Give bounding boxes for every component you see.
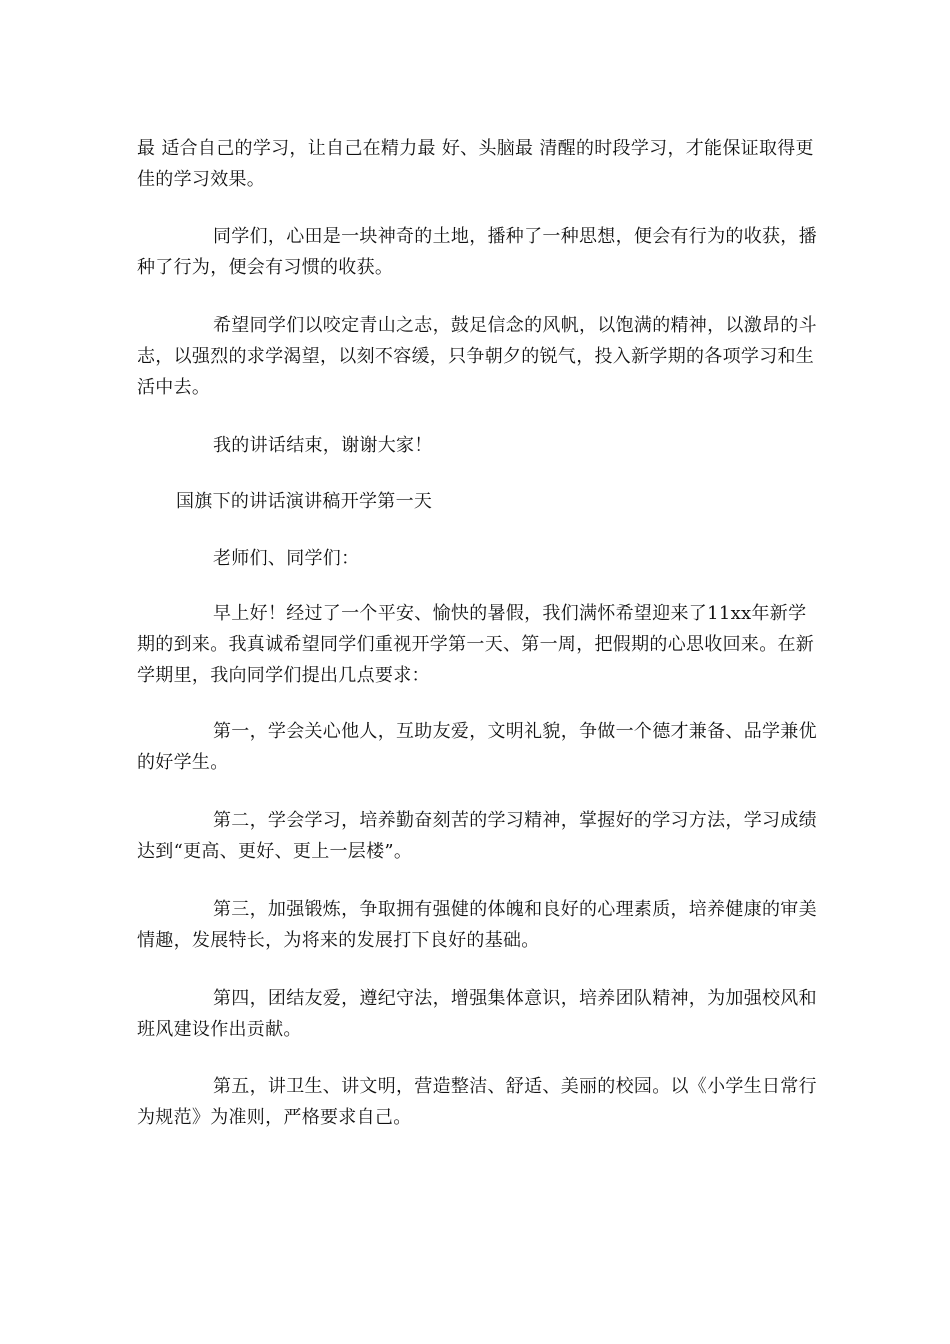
paragraph-fifth-requirement: 第五，讲卫生、讲文明，营造整洁、舒适、美丽的校园。以《小学生日常行为规范》为准则，严格要求自己。 — [137, 1076, 817, 1128]
paragraph-fourth-requirement: 第四，团结友爱，遵纪守法，增强集体意识，培养团队精神，为加强校风和班风建设作出贡献。 — [137, 988, 817, 1040]
paragraph-study-time: 最 适合自己的学习，让自己在精力最 好、头脑最 清醒的时段学习，才能保证取得更佳的学习效果。 — [137, 138, 814, 190]
paragraph-third-requirement: 第三，加强锻炼，争取拥有强健的体魄和良好的心理素质，培养健康的审美情趣，发展特长，为将来的发展打下良好的基础。 — [137, 899, 817, 951]
paragraph-second-requirement: 第二，学会学习，培养勤奋刻苦的学习精神，掌握好的学习方法，学习成绩达到“更高、更好、更上一层楼”。 — [137, 810, 817, 862]
paragraph-greeting: 老师们、同学们： — [213, 548, 360, 569]
section-title: 国旗下的讲话演讲稿开学第一天 — [176, 491, 433, 512]
paragraph-first-requirement: 第一，学会关心他人，互助友爱，文明礼貌，争做一个德才兼备、品学兼优的好学生。 — [137, 721, 817, 773]
paragraph-speech-end: 我的讲话结束，谢谢大家！ — [213, 435, 433, 456]
paragraph-hope: 希望同学们以咬定青山之志，鼓足信念的风帆，以饱满的精神，以激昂的斗志，以强烈的求学渴望，以刻不容缓，只争朝夕的锐气，投入新学期的各项学习和生活中去。 — [137, 315, 817, 398]
paragraph-good-morning: 早上好！经过了一个平安、愉快的暑假，我们满怀希望迎来了11xx年新学期的到来。我真诚希望同学们重视开学第一天、第一周，把假期的心思收回来。在新学期里，我向同学们提出几点要求： — [137, 603, 815, 686]
paragraph-mind-field: 同学们，心田是一块神奇的土地，播种了一种思想，便会有行为的收获，播种了行为，便会有习惯的收获。 — [137, 226, 817, 278]
